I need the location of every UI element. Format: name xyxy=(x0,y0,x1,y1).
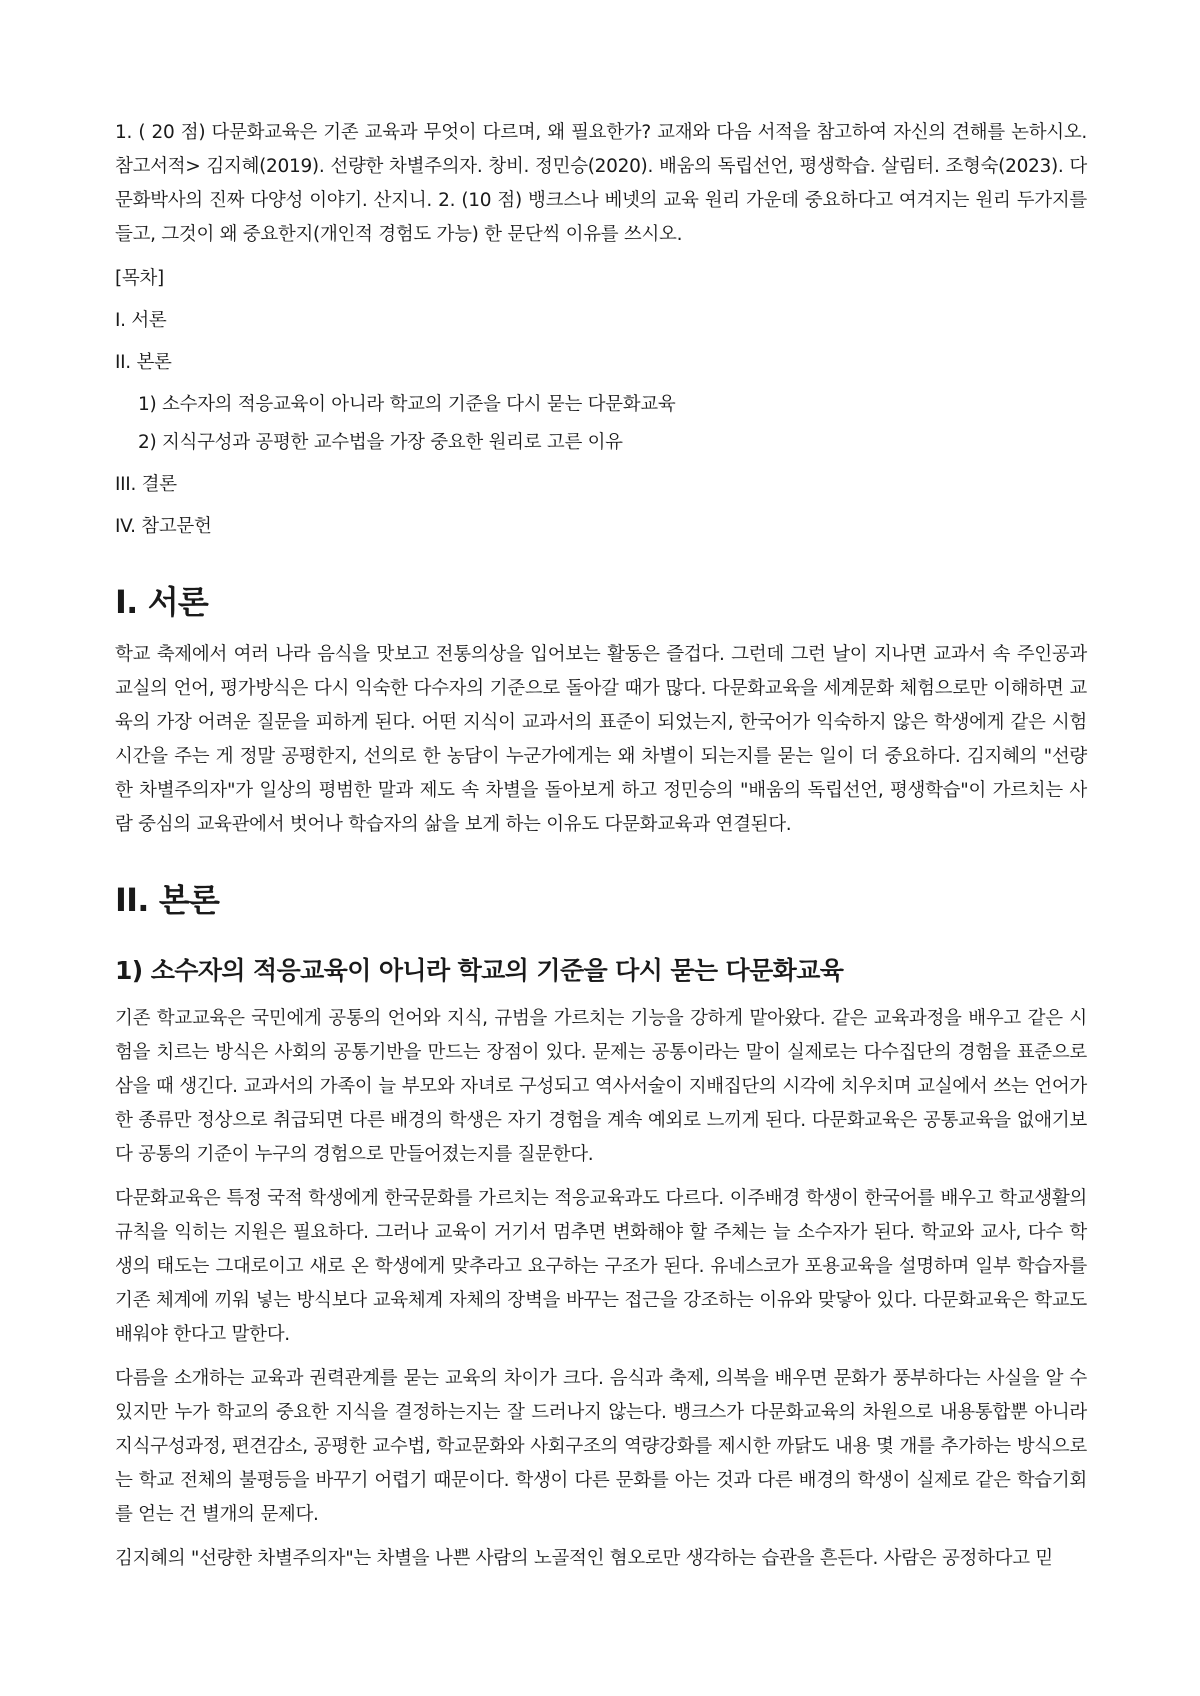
toc-item-body-sub1: 1) 소수자의 적응교육이 아니라 학교의 기준을 다시 묻는 다문화교육 xyxy=(138,394,676,415)
body-paragraph: 김지혜의 "선량한 차별주의자"는 차별을 나쁜 사람의 노골적인 혐오로만 생각하는 습관을 흔든다. 사람은 공정하다고 믿 xyxy=(115,1548,1053,1569)
subsection-heading-1: 1) 소수자의 적응교육이 아니라 학교의 기준을 다시 묻는 다문화교육 xyxy=(115,956,844,985)
body-paragraph: 다름을 소개하는 교육과 권력관계를 묻는 교육의 차이가 크다. 음식과 축제, 의복을 배우면 문화가 풍부하다는 사실을 알 수 있지만 누가 학교의 중요한 지식을 결정하는지는 잘 드러나지 않는다. 뱅크스가 다문화교육의 차원으로 내용통합뿐 아니라 지식구성과정, 편견감소, 공평한 교수법, 학교문화와 사회구조의 역량강화를 제시한 까닭도 내용 몇 개를 추가하는 방식으로는 학교 전체의 불평등을 바꾸기 어렵기 때문이다. 학생이 다른 문화를 아는 것과 다른 배경의 학생이 실제로 같은 학습기회를 얻는 건 별개의 문제다. xyxy=(115,1368,1087,1525)
body-paragraph: 다문화교육은 특정 국적 학생에게 한국문화를 가르치는 적응교육과도 다르다. 이주배경 학생이 한국어를 배우고 학교생활의 규칙을 익히는 지원은 필요하다. 그러나 교육이 거기서 멈추면 변화해야 할 주체는 늘 소수자가 된다. 학교와 교사, 다수 학생의 태도는 그대로이고 새로 온 학생에게 맞추라고 요구하는 구조가 된다. 유네스코가 포용교육을 설명하며 일부 학습자를 기존 체계에 끼워 넣는 방식보다 교육체계 자체의 장벽을 바꾸는 접근을 강조하는 이유와 맞닿아 있다. 다문화교육은 학교도 배워야 한다고 말한다. xyxy=(115,1188,1087,1345)
toc-item-conclusion: III. 결론 xyxy=(115,474,177,495)
toc-item-body-sub2: 2) 지식구성과 공평한 교수법을 가장 중요한 원리로 고른 이유 xyxy=(138,432,623,453)
question-text: 1. ( 20 점) 다문화교육은 기존 교육과 무엇이 다르며, 왜 필요한가? 교재와 다음 서적을 참고하여 자신의 견해를 논하시오. 참고서적> 김지혜(2019). 선량한 차별주의자. 창비. 정민승(2020). 배움의 독립선언, 평생학습. 살림터. 조형숙(2023). 다문화박사의 진짜 다양성 이야기. 산지니. 2. (10 점) 뱅크스나 베넷의 교육 원리 가운데 중요하다고 여겨지는 원리 두가지를 들고, 그것이 왜 중요한지(개인적 경험도 가능) 한 문단씩 이유를 쓰시오. xyxy=(115,122,1087,245)
toc-item-references: IV. 참고문헌 xyxy=(115,516,212,537)
section-heading-body: II. 본론 xyxy=(115,881,220,919)
toc-item-intro: I. 서론 xyxy=(115,310,167,331)
intro-paragraph: 학교 축제에서 여러 나라 음식을 맛보고 전통의상을 입어보는 활동은 즐겁다. 그런데 그런 날이 지나면 교과서 속 주인공과 교실의 언어, 평가방식은 다시 익숙한 다수자의 기준으로 돌아갈 때가 많다. 다문화교육을 세계문화 체험으로만 이해하면 교육의 가장 어려운 질문을 피하게 된다. 어떤 지식이 교과서의 표준이 되었는지, 한국어가 익숙하지 않은 학생에게 같은 시험시간을 주는 게 정말 공평한지, 선의로 한 농담이 누군가에게는 왜 차별이 되는지를 묻는 일이 더 중요하다. 김지혜의 "선량한 차별주의자"가 일상의 평범한 말과 제도 속 차별을 돌아보게 하고 정민승의 "배움의 독립선언, 평생학습"이 가르치는 사람 중심의 교육관에서 벗어나 학습자의 삶을 보게 하는 이유도 다문화교육과 연결된다. xyxy=(115,644,1087,835)
toc-item-body: II. 본론 xyxy=(115,352,172,373)
toc-heading: [목차] xyxy=(115,268,164,289)
table-of-contents xyxy=(115,262,1087,544)
section-heading-intro: I. 서론 xyxy=(115,583,209,621)
body-paragraph: 기존 학교교육은 국민에게 공통의 언어와 지식, 규범을 가르치는 기능을 강하게 맡아왔다. 같은 교육과정을 배우고 같은 시험을 치르는 방식은 사회의 공통기반을 만드는 장점이 있다. 문제는 공통이라는 말이 실제로는 다수집단의 경험을 표준으로 삼을 때 생긴다. 교과서의 가족이 늘 부모와 자녀로 구성되고 역사서술이 지배집단의 시각에 치우치며 교실에서 쓰는 언어가 한 종류만 정상으로 취급되면 다른 배경의 학생은 자기 경험을 계속 예외로 느끼게 된다. 다문화교육은 공통교육을 없애기보다 공통의 기준이 누구의 경험으로 만들어졌는지를 질문한다. xyxy=(115,1008,1087,1165)
